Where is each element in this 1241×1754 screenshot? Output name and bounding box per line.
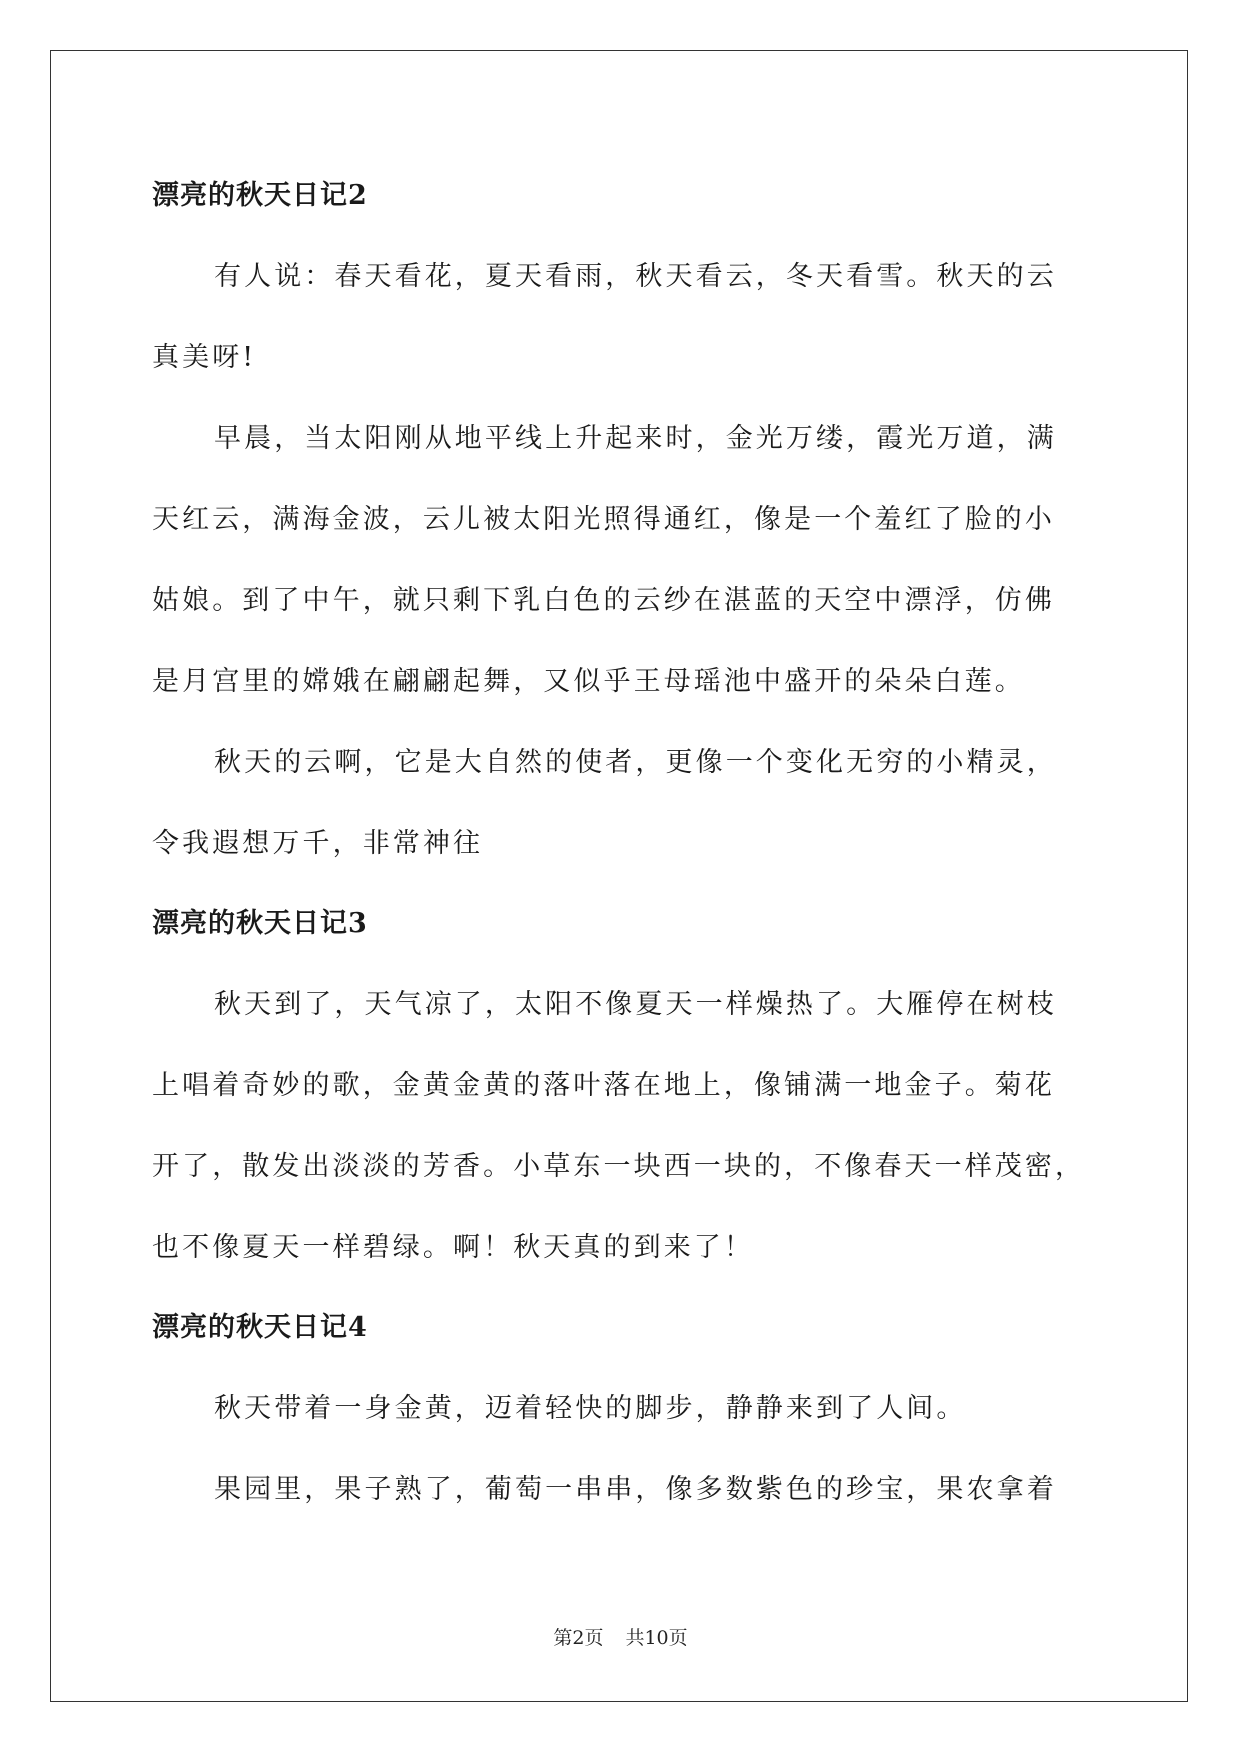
paragraph-line: 姑娘。到了中午，就只剩下乳白色的云纱在湛蓝的天空中漂浮，仿佛 bbox=[152, 585, 1055, 616]
paragraph-line: 天红云，满海金波，云儿被太阳光照得通红，像是一个羞红了脸的小 bbox=[152, 504, 1055, 535]
paragraph-line: 早晨，当太阳刚从地平线上升起来时，金光万缕，霞光万道，满 bbox=[214, 423, 1057, 454]
paragraph-line: 是月宫里的嫦娥在翩翩起舞，又似乎王母瑶池中盛开的朵朵白莲。 bbox=[152, 666, 1025, 697]
page-total: 共10页 bbox=[625, 1627, 688, 1649]
paragraph-line: 开了，散发出淡淡的芳香。小草东一块西一块的，不像春天一样茂密， bbox=[152, 1151, 1086, 1182]
paragraph-line: 真美呀! bbox=[152, 342, 257, 373]
paragraph bbox=[152, 722, 1112, 884]
section-heading: 漂亮的秋天日记4 bbox=[152, 1312, 368, 1343]
paragraph-line: 秋天带着一身金黄，迈着轻快的脚步，静静来到了人间。 bbox=[214, 1393, 967, 1424]
paragraph bbox=[152, 1368, 1112, 1449]
paragraph-line: 果园里，果子熟了，葡萄一串串，像多数紫色的珍宝，果农拿着 bbox=[214, 1474, 1057, 1505]
paragraph bbox=[152, 398, 1112, 722]
paragraph-line: 秋天的云啊，它是大自然的使者，更像一个变化无穷的小精灵， bbox=[214, 747, 1057, 778]
document-body bbox=[152, 156, 1112, 1530]
page-number: 第2页 bbox=[553, 1627, 604, 1649]
section-heading: 漂亮的秋天日记2 bbox=[152, 180, 368, 211]
paragraph bbox=[152, 236, 1112, 398]
paragraph-line: 有人说：春天看花，夏天看雨，秋天看云，冬天看雪。秋天的云 bbox=[214, 261, 1057, 292]
paragraph bbox=[152, 1449, 1112, 1530]
paragraph bbox=[152, 964, 1112, 1288]
paragraph-line: 上唱着奇妙的歌，金黄金黄的落叶落在地上，像铺满一地金子。菊花 bbox=[152, 1070, 1055, 1101]
page-footer bbox=[0, 1623, 1241, 1650]
paragraph-line: 秋天到了，天气凉了，太阳不像夏天一样燥热了。大雁停在树枝 bbox=[214, 989, 1057, 1020]
section-heading: 漂亮的秋天日记3 bbox=[152, 908, 368, 939]
paragraph-line: 令我遐想万千，非常神往 bbox=[152, 828, 484, 859]
paragraph-line: 也不像夏天一样碧绿。啊！秋天真的到来了！ bbox=[152, 1232, 754, 1263]
